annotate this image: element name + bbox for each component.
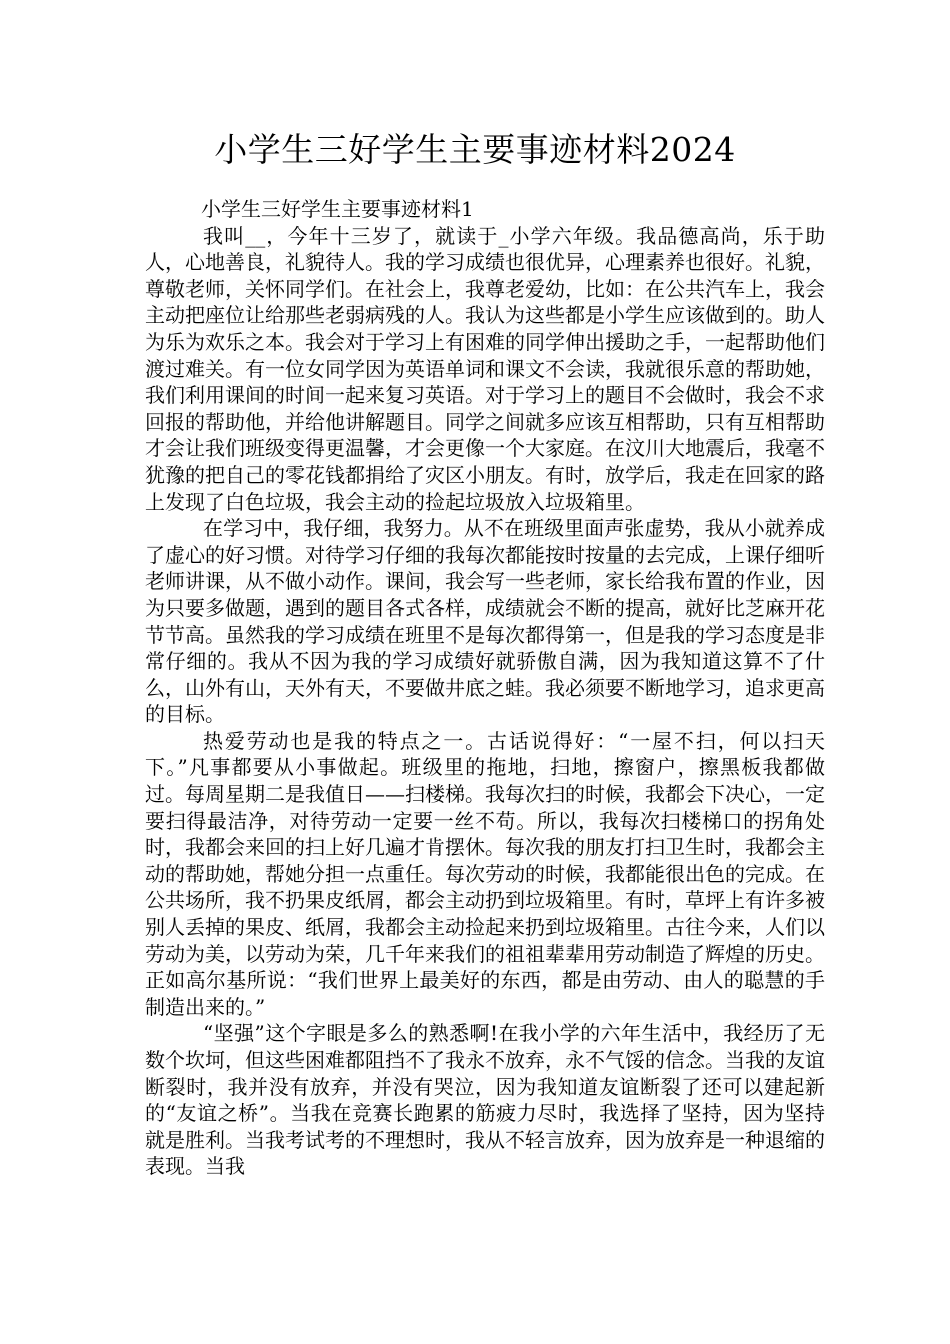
section-heading: 小学生三好学生主要事迹材料1 — [201, 197, 474, 221]
paragraph-intro: 我叫__，今年十三岁了，就读于_小学六年级。我品德高尚，乐于助人，心地善良，礼貌待人。我的学习成绩也很优异，心理素养也很好。礼貌，尊敬老师，关怀同学们。在社会上，我尊老爱幼，比如：在公共汽车上，我会主动把座位让给那些老弱病残的人。我认为这些都是小学生应该做到的。助人为乐为欢乐之本。我会对于学习上有困难的同学伸出援助之手，一起帮助他们渡过难关。有一位女同学因为英语单词和课文不会读，我就很乐意的帮助她，我们利用课间的时间一起来复习英语。对于学习上的题目不会做时，我会不求回报的帮助他，并给他讲解题目。同学之间就多应该互相帮助，只有互相帮助才会让我们班级变得更温馨，才会更像一个大家庭。在汶川大地震后，我毫不犹豫的把自己的零花钱都捐给了灾区小朋友。有时，放学后，我走在回家的路上发现了白色垃圾，我会主动的捡起垃圾放入垃圾箱里。 — [145, 223, 825, 514]
paragraph-perseverance: “坚强”这个字眼是多么的熟悉啊!在我小学的六年生活中，我经历了无数个坎坷，但这些困难都阻挡不了我永不放弃，永不气馁的信念。当我的友谊断裂时，我并没有放弃，并没有哭泣，因为我知道友谊断裂了还可以建起新的“友谊之桥”。当我在竞赛长跑累的筋疲力尽时，我选择了坚持，因为坚持就是胜利。当我考试考的不理想时，我从不轻言放弃，因为放弃是一种退缩的表现。当我 — [145, 1021, 825, 1179]
paragraph-labor: 热爱劳动也是我的特点之一。古话说得好：“一屋不扫，何以扫天下。”凡事都要从小事做起。班级里的拖地，扫地，擦窗户，擦黑板我都做过。每周星期二是我值日——扫楼梯。我每次扫的时候，我都会下决心，一定要扫得最洁净，对待劳动一定要一丝不苟。所以，我每次扫楼梯口的拐角处时，我都会来回的扫上好几遍才肯摆休。每次我的朋友打扫卫生时，我都会主动的帮助她，帮她分担一点重任。每次劳动的时候，我都能很出色的完成。在公共场所，我不扔果皮纸屑，都会主动扔到垃圾箱里。有时，草坪上有许多被别人丢掉的果皮、纸屑，我都会主动捡起来扔到垃圾箱里。古往今来，人们以劳动为美，以劳动为荣，几千年来我们的祖祖辈辈用劳动制造了辉煌的历史。正如高尔基所说：“我们世界上最美好的东西，都是由劳动、由人的聪慧的手制造出来的。” — [145, 728, 825, 1019]
paragraph-study: 在学习中，我仔细，我努力。从不在班级里面声张虚势，我从小就养成了虚心的好习惯。对待学习仔细的我每次都能按时按量的去完成，上课仔细听老师讲课，从不做小动作。课间，我会写一些老师，家长给我布置的作业，因为只要多做题，遇到的题目各式各样，成绩就会不断的提高，就好比芝麻开花节节高。虽然我的学习成绩在班里不是每次都得第一，但是我的学习态度是非常仔细的。我从不因为我的学习成绩好就骄傲自满，因为我知道这算不了什么，山外有山，天外有天，不要做井底之蛙。我必须要不断地学习，追求更高的目标。 — [145, 516, 825, 727]
document-title: 小学生三好学生主要事迹材料2024 — [214, 130, 736, 169]
document-body — [145, 196, 825, 1180]
